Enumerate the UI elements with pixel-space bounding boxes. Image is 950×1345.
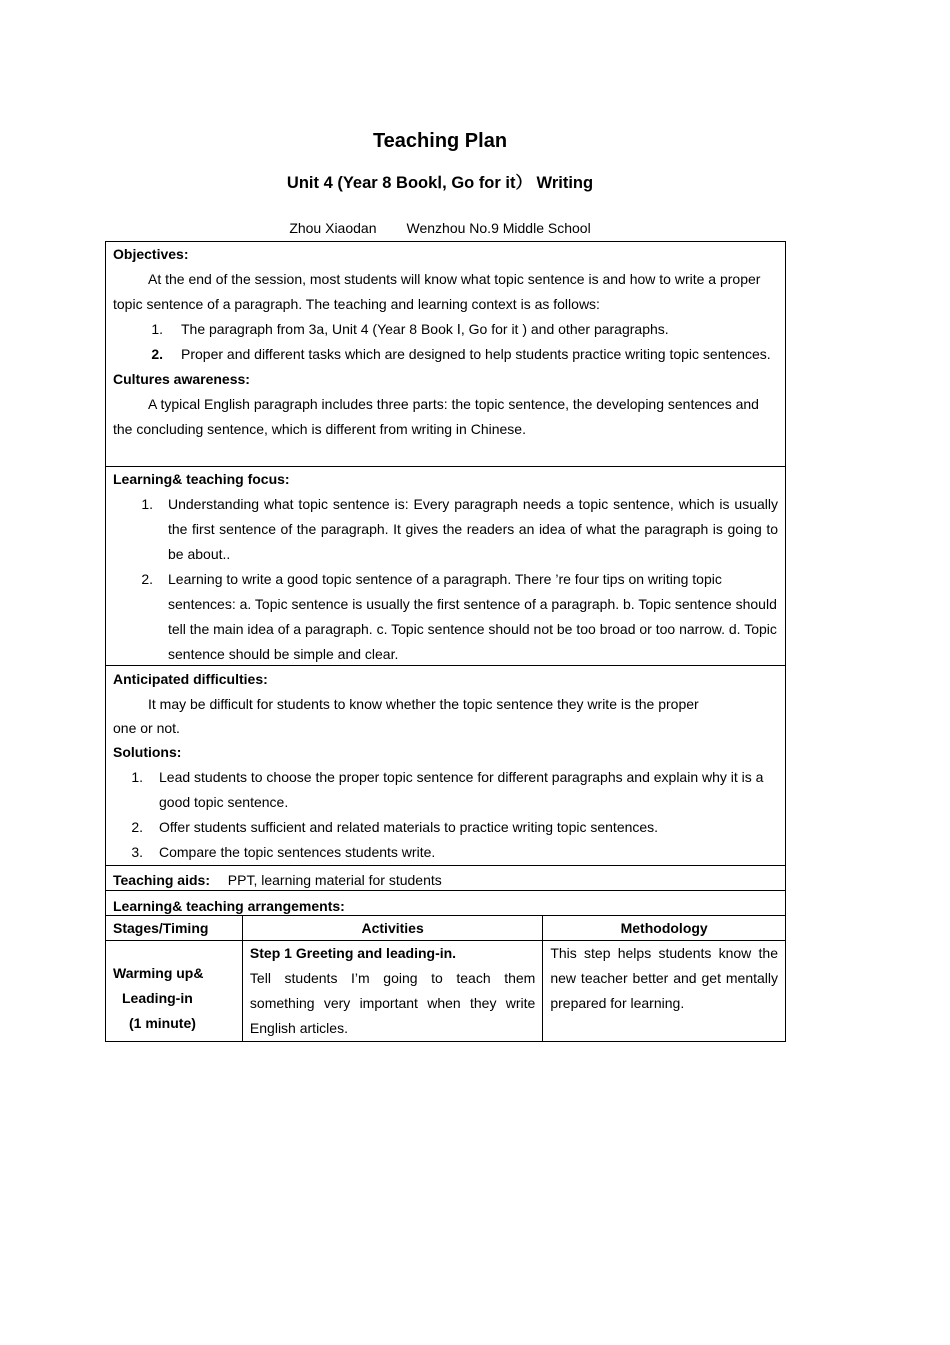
focus-text: Understanding what topic sentence is: Every paragraph needs a topic sentence, which is usually the first sentence of the paragraph. It gives the readers an idea of what the paragraph is going to be about.. [168, 496, 778, 562]
arrangements-heading-row [105, 890, 786, 916]
solution-text: Compare the topic sentences students write. [159, 844, 436, 860]
solution-item [113, 815, 778, 840]
table-header-row [106, 916, 786, 941]
solution-number: 1. [131, 769, 143, 785]
solution-text: Offer students sufficient and related materials to practice writing topic sentences. [159, 819, 659, 835]
activity-text: Tell students I’m going to teach them something very important when they write English articles. [249, 970, 536, 1036]
document-title: Teaching Plan [372, 130, 508, 152]
culture-text: A typical English paragraph includes three parts: the topic sentence, the developing sentences and the concluding sentence, which is different from writing in Chinese. [113, 396, 759, 437]
solution-text: Lead students to choose the proper topic sentence for different paragraphs and explain why it is a good topic sentence. [159, 769, 764, 810]
solution-number: 3. [131, 844, 143, 860]
difficulties-section [105, 665, 786, 866]
focus-item [113, 567, 778, 667]
author-line [0, 220, 880, 236]
stage-timing: (1 minute) [129, 1015, 196, 1031]
objectives-section [105, 241, 786, 467]
objective-number: 1. [151, 321, 163, 337]
focus-section [105, 466, 786, 666]
activity-title: Step 1 Greeting and leading-in. [249, 945, 457, 961]
school-name: Wenzhou No.9 Middle School [406, 220, 591, 236]
objective-text: Proper and different tasks which are designed to help students practice writing topic sentences. [181, 346, 771, 362]
stage-line: Leading-in [122, 990, 193, 1006]
focus-number: 2. [141, 571, 153, 587]
author-name: Zhou Xiaodan [289, 220, 377, 236]
column-header: Methodology [543, 916, 786, 941]
column-header: Activities [242, 916, 542, 941]
difficulties-text: It may be difficult for students to know whether the topic sentence they write is the proper [148, 696, 699, 712]
objectives-intro: At the end of the session, most students will know what topic sentence is and how to write a proper topic sentence of a paragraph. The teaching and learning context is as follows: [113, 271, 761, 312]
methodology-cell: This step helps students know the new teacher better and get mentally prepared for learning. [543, 941, 786, 1042]
stage-line: Warming up& [113, 965, 204, 981]
objective-item [113, 342, 778, 367]
culture-heading: Cultures awareness: [113, 371, 250, 387]
arrangements-table [105, 915, 786, 1042]
solutions-heading: Solutions: [113, 744, 182, 760]
activity-cell [242, 941, 542, 1042]
difficulties-heading: Anticipated difficulties: [113, 671, 268, 687]
solution-number: 2. [131, 819, 143, 835]
objective-text: The paragraph from 3a, Unit 4 (Year 8 Book Ⅰ, Go for it ) and other paragraphs. [181, 321, 669, 337]
focus-item [113, 492, 778, 567]
aids-text: PPT, learning material for students [227, 872, 442, 888]
aids-section [105, 865, 786, 891]
objective-item [113, 317, 778, 342]
column-header: Stages/Timing [106, 916, 243, 941]
objective-number: 2. [151, 346, 163, 362]
focus-text: Learning to write a good topic sentence of a paragraph. There ’re four tips on writing topic sentences: a. Topic sentence is usually the first sentence of a paragraph. b. Topic sentence should tell the main idea of a paragraph. c. Topic sentence should not be too broad or too narrow. d. Topic sentence should be simple and clear. [168, 571, 777, 662]
table-row [106, 941, 786, 1042]
focus-heading: Learning& teaching focus: [113, 471, 290, 487]
solution-item [113, 765, 778, 815]
aids-label: Teaching aids: [113, 872, 210, 888]
arrangements-heading: Learning& teaching arrangements: [113, 898, 345, 914]
objectives-heading: Objectives: [113, 246, 189, 262]
difficulties-text-cont: one or not. [113, 720, 180, 736]
focus-number: 1. [141, 496, 153, 512]
solution-item [113, 840, 778, 865]
document-subtitle: Unit 4 (Year 8 BookⅠ, Go for it） Writing [286, 174, 594, 192]
stage-cell [106, 941, 243, 1042]
